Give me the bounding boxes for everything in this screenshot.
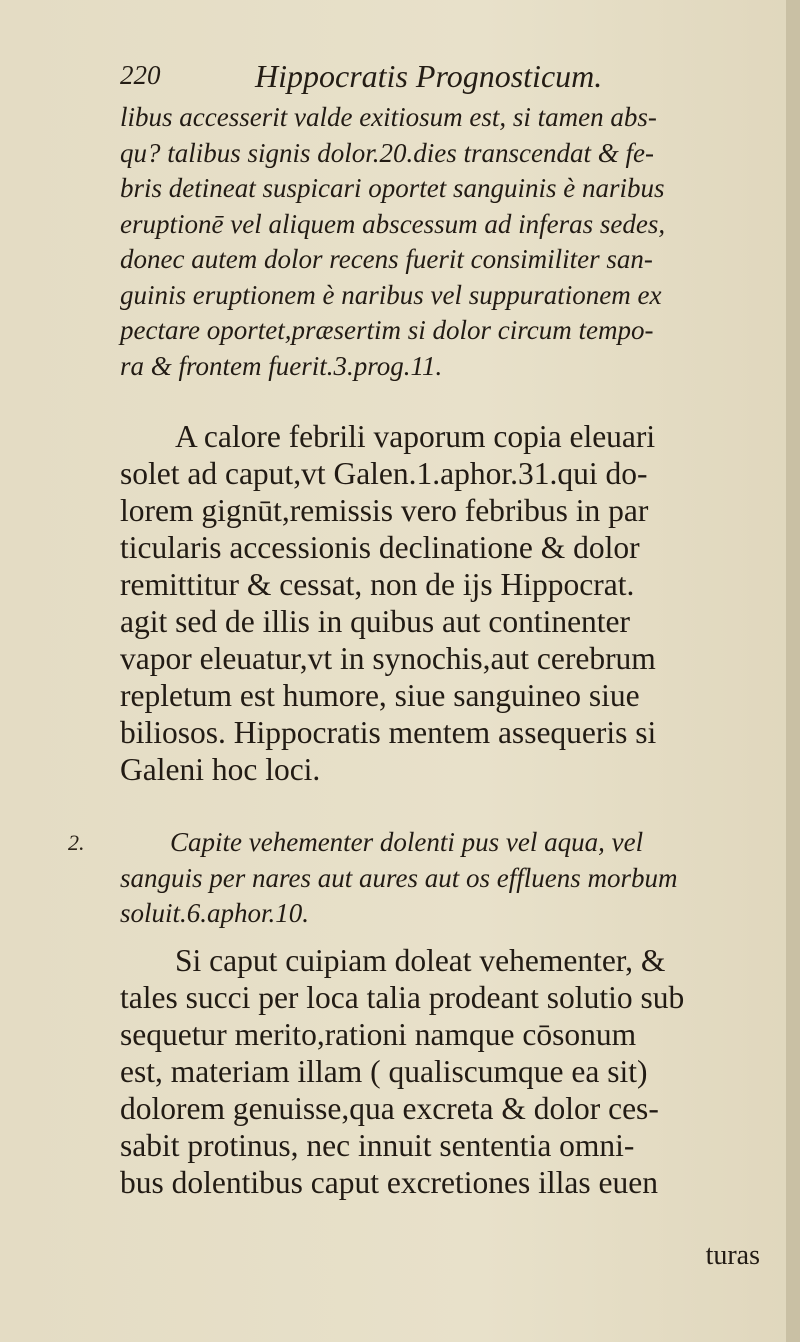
text-line: soluit.6.aphor.10.: [120, 898, 310, 928]
commentary-block-1: [120, 418, 770, 788]
text-line: eruptionē vel aliquem abscessum ad inferas sedes,: [120, 208, 666, 239]
commentary-block-2: [120, 942, 770, 1201]
text-line: ticularis accessionis declinatione & dolor: [120, 530, 640, 565]
text-line: libus accesserit valde exitiosum est, si tamen abs-: [120, 102, 657, 132]
text-line: est, materiam illam ( qualiscumque ea sit): [120, 1054, 648, 1089]
text-line: Si caput cuipiam doleat vehementer, &: [175, 943, 666, 978]
text-line: sequetur merito,rationi namque cōsonum: [120, 1017, 637, 1052]
text-line: qu? talibus signis dolor.20.dies transcendat & fe-: [120, 137, 655, 168]
text-line: biliosos. Hippocratis mentem assequeris si: [120, 715, 657, 750]
text-line: bus dolentibus caput excretiones illas euen: [120, 1165, 658, 1200]
text-line: guinis eruptionem è naribus vel suppurationem ex: [120, 279, 662, 310]
text-line: repletum est humore, siue sanguineo siue: [120, 678, 640, 713]
page-number: 220: [120, 60, 161, 90]
running-title: Hippocratis Prognosticum.: [255, 58, 603, 94]
text-line: Capite vehementer dolenti pus vel aqua, vel: [170, 827, 644, 857]
page-edge: [786, 0, 800, 1342]
page-header: [120, 58, 680, 98]
catchword: turas: [705, 1240, 760, 1271]
text-line: agit sed de illis in quibus aut continenter: [120, 604, 631, 639]
text-line: Galeni hoc loci.: [120, 752, 321, 787]
text-line: donec autem dolor recens fuerit consimiliter san-: [120, 244, 653, 274]
margin-note: 2.: [68, 830, 85, 855]
quotation-block-2: [120, 825, 770, 932]
text-line: sabit protinus, nec innuit sententia omni-: [120, 1128, 635, 1163]
text-line: pectare oportet,præsertim si dolor circum tempo-: [120, 315, 654, 345]
text-line: A calore febrili vaporum copia eleuari: [175, 419, 656, 454]
text-line: remittitur & cessat, non de ijs Hippocrat.: [120, 567, 635, 602]
text-line: lorem gignūt,remissis vero febribus in par: [120, 493, 649, 528]
text-line: ra & frontem fuerit.3.prog.11.: [120, 350, 443, 381]
text-line: dolorem genuisse,qua excreta & dolor ces-: [120, 1091, 659, 1126]
text-line: bris detineat suspicari oportet sanguinis è naribus: [120, 173, 665, 203]
text-line: solet ad caput,vt Galen.1.aphor.31.qui do-: [120, 456, 648, 491]
text-line: sanguis per nares aut aures aut os effluens morbum: [120, 862, 678, 893]
text-line: tales succi per loca talia prodeant solutio sub: [120, 980, 685, 1015]
quotation-block-1: [120, 100, 770, 384]
text-line: vapor eleuatur,vt in synochis,aut cerebrum: [120, 641, 656, 676]
